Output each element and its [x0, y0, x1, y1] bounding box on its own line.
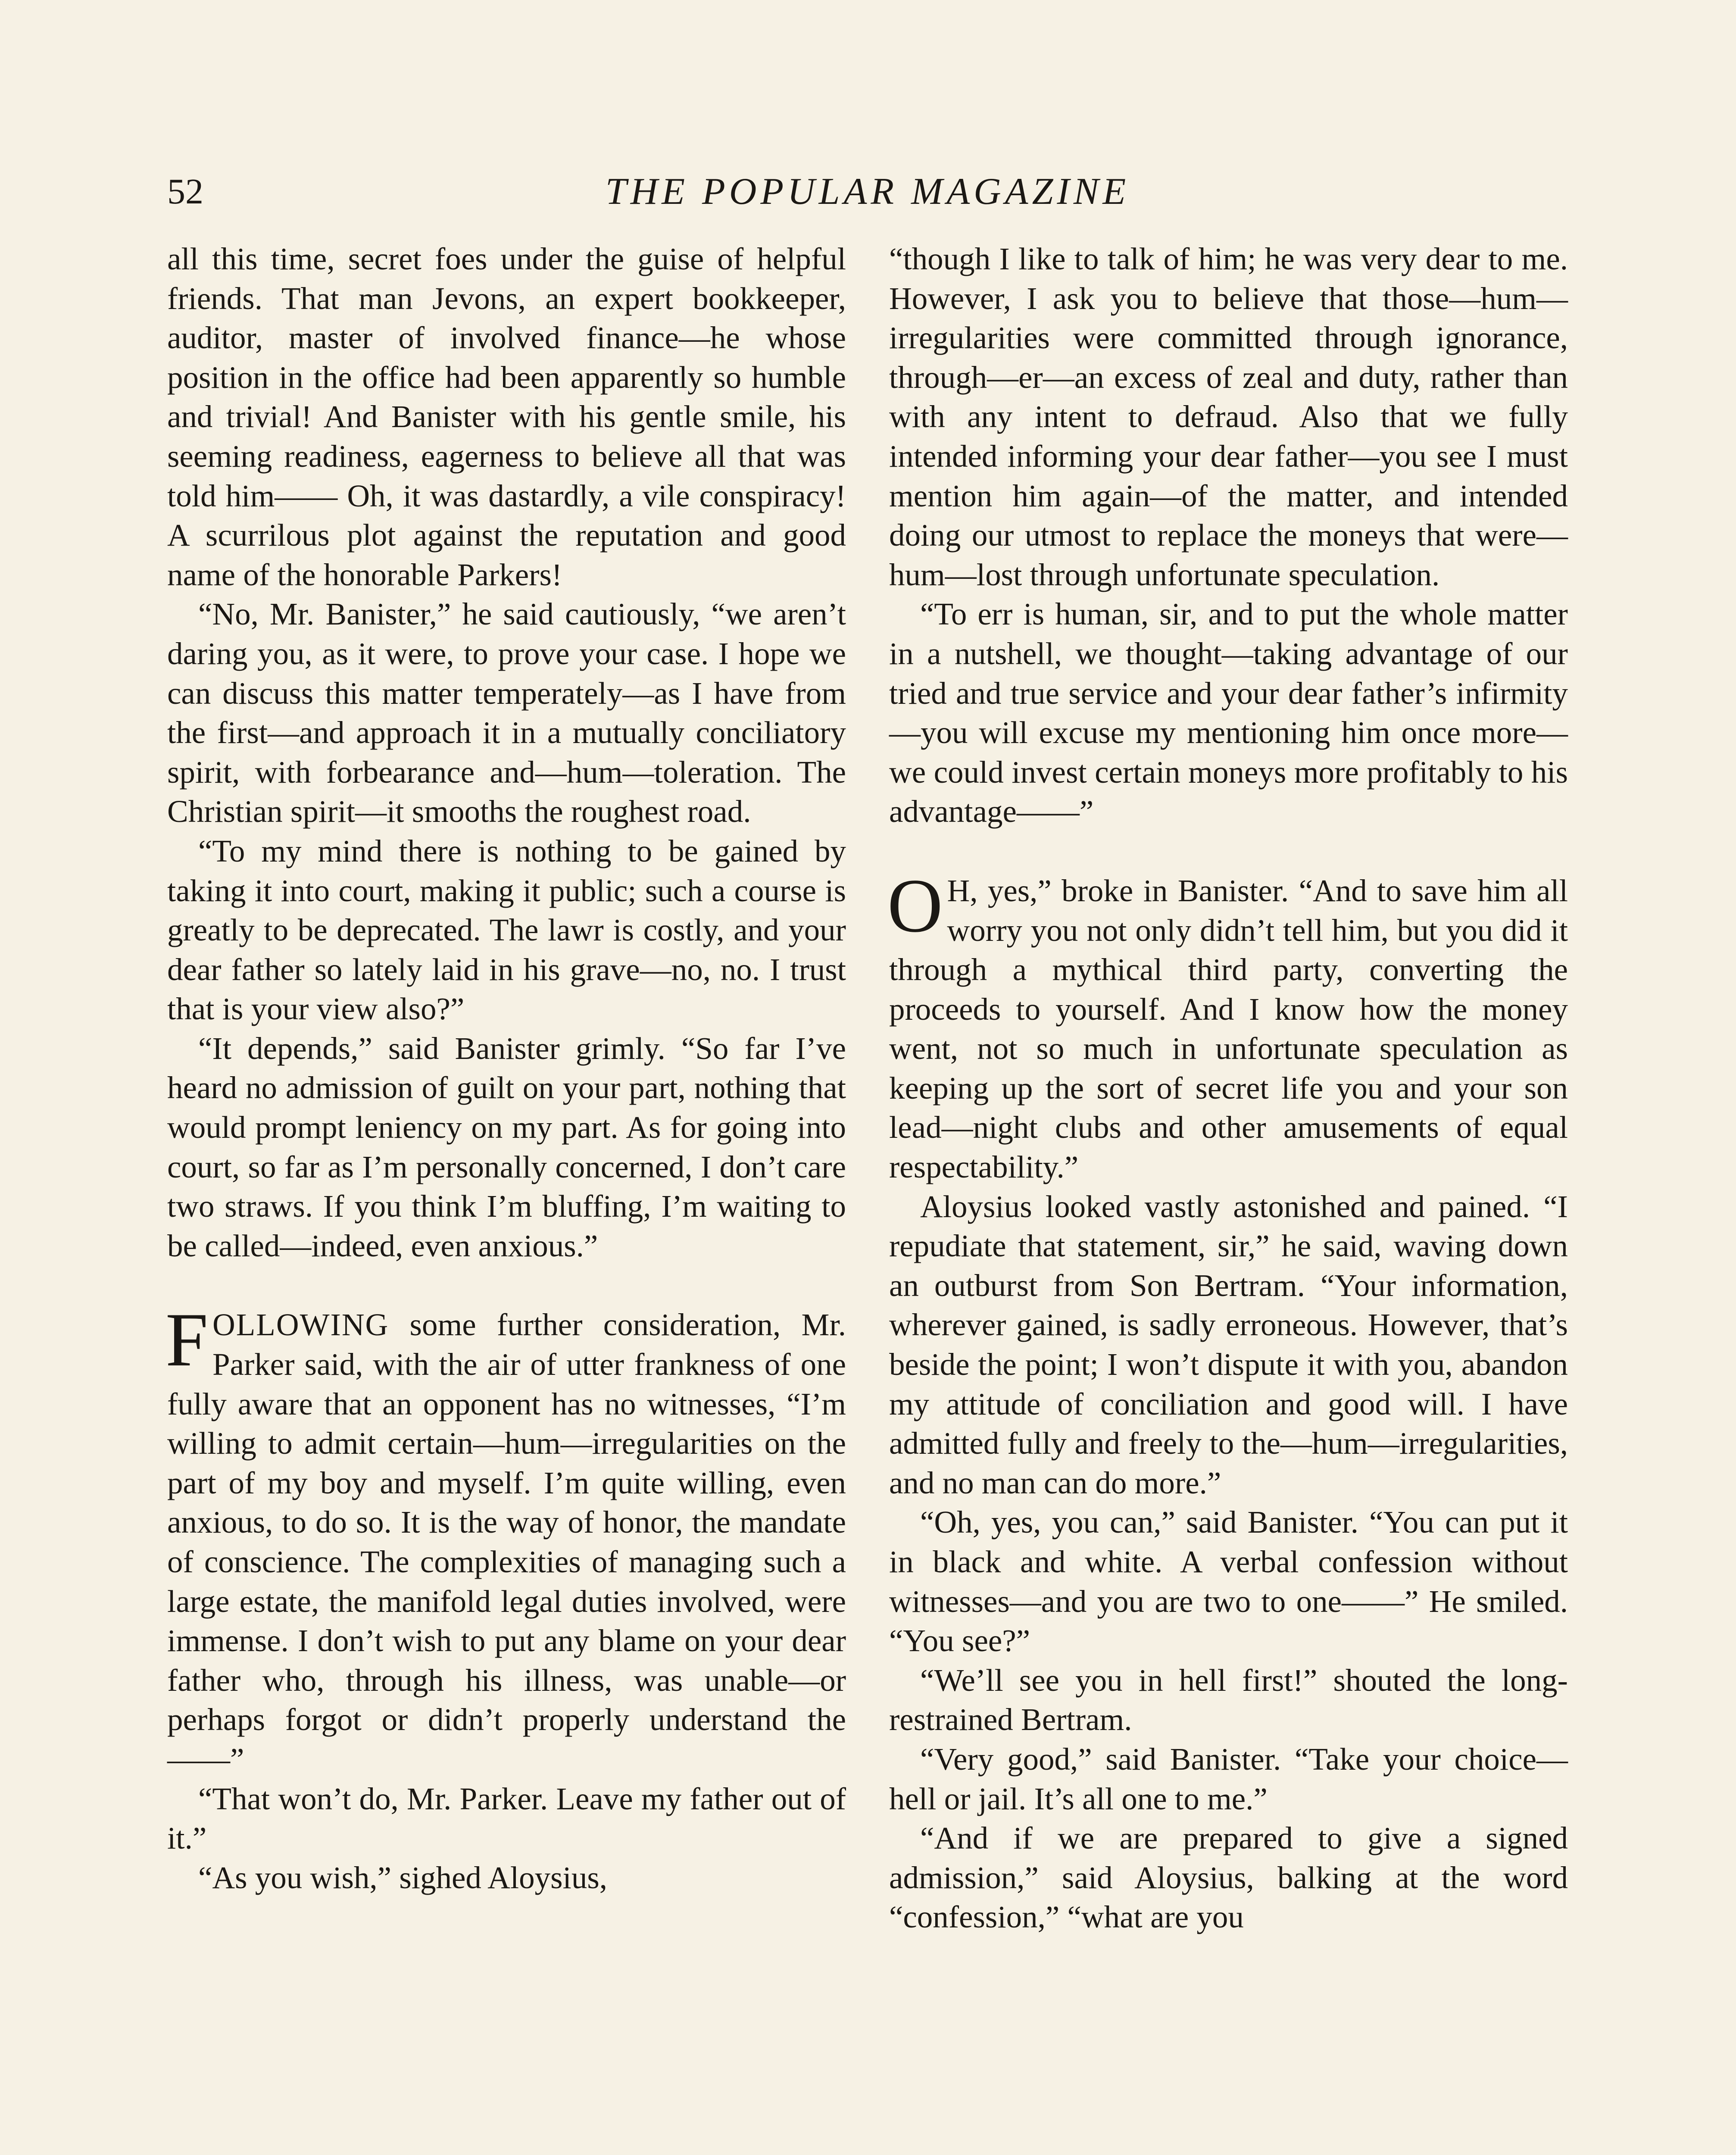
paragraph: Aloysius looked vastly astonished and pained. “I repudiate that statement, sir,” he said, waving down an outburst from Son Bertram. “Your information, wherever gained, is sadly erroneous. However, that’s beside the point; I won’t dispute it with you, abandon my attitude of conciliation and good will. I have admitted fully and freely to the—hum—irregularities, and no man can do more.” [889, 1189, 1568, 1500]
paragraph: “It depends,” said Banister grimly. “So far I’ve heard no admission of guilt on your part, nothing that would prompt leniency on my part. As for going into court, so far as I’m personally concerned, I don’t care two straws. If you think I’m bluffing, I’m waiting to be called—indeed, even anxious.” [167, 1031, 846, 1263]
paragraph: all this time, secret foes under the guise of helpful friends. That man Jevons, an expert bookkeeper, auditor, master of involved finance—he whose position in the office had been apparently so humble and trivial! And Banister with his gentle smile, his seeming readiness, eagerness to believe all that was told him—— Oh, it was dastardly, a vile conspiracy! A scurrilous plot against the reputation and good name of the honorable Parkers! [167, 241, 846, 592]
small-caps-lead: OLLOWING [212, 1307, 389, 1343]
paragraph-text: H, yes,” broke in Banister. “And to save him all worry you not only didn’t tell him, but you did it through a mythical third party, converting the proceeds to yourself. And I know how the money went, not so much in unfortunate speculation as keeping up the sort of secret life you and your son lead—night clubs and other amusements of equal respectability.” [889, 873, 1568, 1185]
paragraph: “As you wish,” sighed Aloysius, [198, 1860, 607, 1895]
right-column [889, 239, 1568, 1937]
section-paragraph [165, 1297, 846, 1779]
page-number: 52 [167, 172, 203, 212]
paragraph: “though I like to talk of him; he was very dear to me. However, I ask you to believe that those—hum—irregularities were committed through ignorance, through—er—an excess of zeal and duty, rather than with any intent to defraud. Also that we fully intended informing your dear father—you see I must mention him again—of the matter, and intended doing our utmost to replace the moneys that were—hum—lost through unfortunate speculation. [889, 241, 1568, 592]
paragraph: “To err is human, sir, and to put the whole matter in a nutshell, we thought—taking advantage of our tried and true service and your dear father’s infirmity—you will excuse my mentioning him once more—we could invest certain moneys more profitably to his advantage——” [889, 597, 1568, 829]
paragraph: “Oh, yes, you can,” said Banister. “You can put it in black and white. A verbal confession without witnesses—and you are two to one——” He smiled. “You see?” [889, 1505, 1568, 1658]
drop-cap: O [887, 862, 943, 948]
paragraph: “We’ll see you in hell first!” shouted the long-restrained Bertram. [889, 1662, 1568, 1737]
paragraph: “Very good,” said Banister. “Take your choice—hell or jail. It’s all one to me.” [889, 1741, 1568, 1816]
paragraph: “That won’t do, Mr. Parker. Leave my father out of it.” [167, 1781, 846, 1856]
paragraph: “No, Mr. Banister,” he said cautiously, “we aren’t daring you, as it were, to prove your case. I hope we can discuss this matter temperately—as I have from the first—and approach it in a mutually conciliatory spirit, with forbearance and—hum—toleration. The Christian spirit—it smooths the roughest road. [167, 597, 846, 829]
drop-cap: F [165, 1297, 208, 1383]
running-head-title: THE POPULAR MAGAZINE [605, 171, 1130, 212]
section-paragraph [887, 862, 1568, 1187]
paragraph-text: some further consideration, Mr. Parker said, with the air of utter frankness of one fully aware that an opponent has no witnesses, “I’m willing to admit certain—hum—irregularities on the part of my boy and myself. I’m quite willing, even anxious, to do so. It is the way of honor, the mandate of conscience. The complexities of managing such a large estate, the manifold legal duties involved, were immense. I don’t wish to put any blame on your dear father who, through his illness, was unable—or perhaps forgot or didn’t properly understand the——” [167, 1307, 846, 1777]
paragraph: “To my mind there is nothing to be gained by taking it into court, making it public; such a course is greatly to be deprecated. The lawr is costly, and your dear father so lately laid in his grave—no, no. I trust that is your view also?” [167, 833, 846, 1027]
paragraph: “And if we are prepared to give a signed admission,” said Aloysius, balking at the word “confession,” “what are you [889, 1821, 1568, 1935]
left-column [167, 239, 846, 1897]
page-header [167, 166, 1568, 226]
